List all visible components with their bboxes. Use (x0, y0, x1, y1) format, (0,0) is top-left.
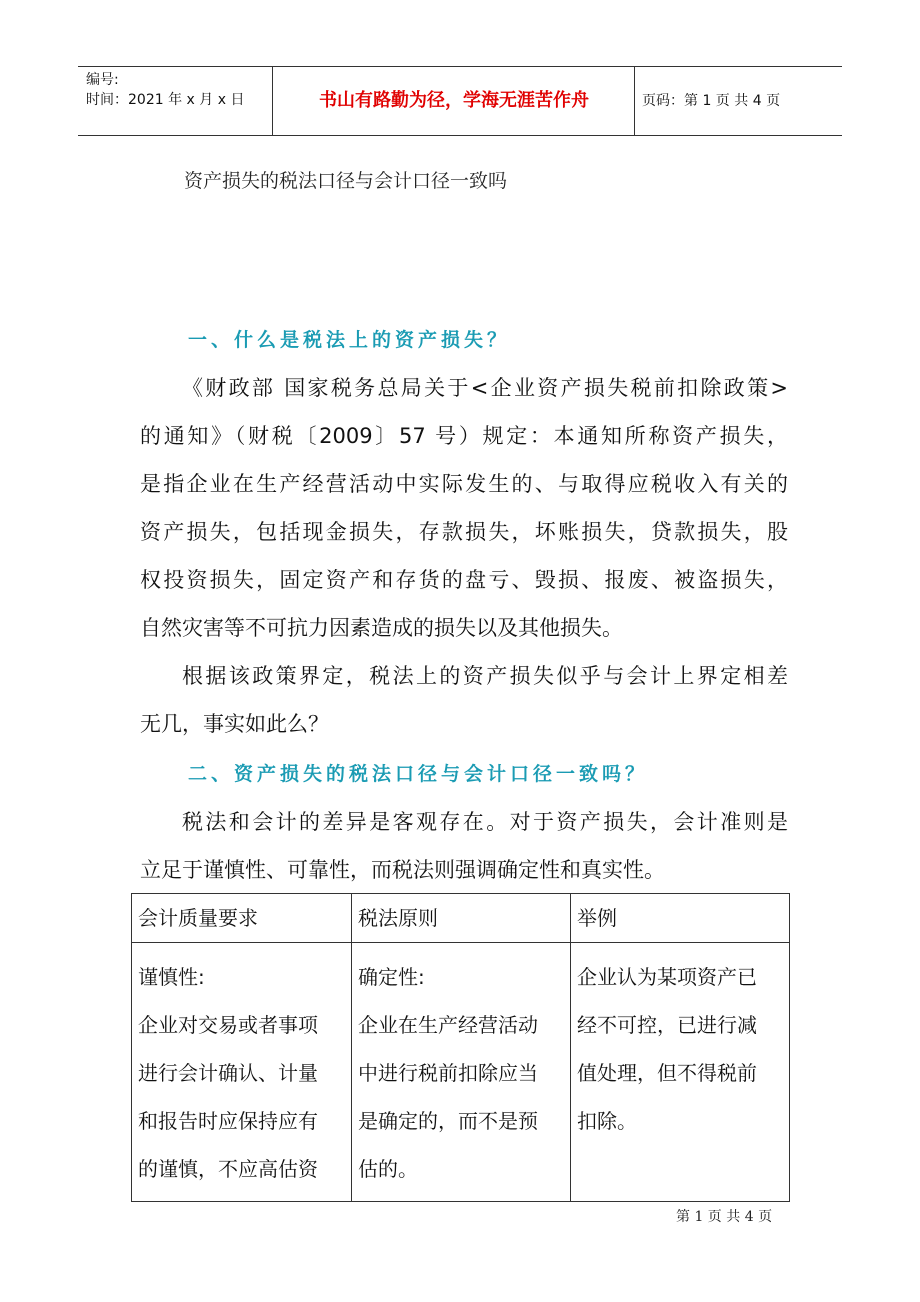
paragraph-line: 无几，事实如此么？ (140, 712, 329, 736)
paragraph-line: 的通知》（财税〔2009〕57 号）规定：本通知所称资产损失， (140, 424, 788, 448)
paragraph-line: 自然灾害等不可抗力因素造成的损失以及其他损失。 (140, 616, 623, 640)
section-heading-1: 一、什么是税法上的资产损失？ (188, 329, 511, 351)
paragraph-line: 根据该政策界定，税法上的资产损失似乎与会计上界定相差 (182, 664, 788, 688)
paragraph-line: 权投资损失，固定资产和存货的盘亏、毁损、报废、被盗损失， (140, 568, 788, 592)
comparison-table (131, 893, 790, 1202)
cell-line: 确定性: (358, 965, 425, 989)
table-row (132, 943, 790, 1202)
table-cell-tax-principle (352, 943, 571, 1202)
cell-line: 的谨慎，不应高估资 (138, 1157, 318, 1181)
header-page-number: 页码：第 1 页 共 4 页 (642, 93, 781, 109)
footer-page-number: 第 1 页 共 4 页 (676, 1209, 773, 1225)
cell-line: 谨慎性: (138, 965, 205, 989)
cell-line: 和报告时应保持应有 (138, 1109, 318, 1133)
cell-line: 扣除。 (577, 1109, 637, 1133)
table-header-cell: 会计质量要求 (132, 894, 352, 943)
cell-line: 进行会计确认、计量 (138, 1061, 318, 1085)
document-title: 资产损失的税法口径与会计口径一致吗 (184, 170, 508, 192)
cell-line: 中进行税前扣除应当 (358, 1061, 538, 1085)
paragraph-line: 税法和会计的差异是客观存在。对于资产损失，会计准则是 (182, 810, 788, 834)
cell-line: 估的。 (358, 1157, 418, 1181)
cell-line: 企业在生产经营活动 (358, 1013, 538, 1037)
cell-line: 经不可控，已进行减 (577, 1013, 757, 1037)
header-motto: 书山有路勤为径，学海无涯苦作舟 (319, 90, 589, 111)
header-bottom-rule (78, 135, 842, 136)
paragraph-line: 《财政部 国家税务总局关于<企业资产损失税前扣除政策> (182, 376, 788, 400)
table-cell-accounting-requirement (132, 943, 352, 1202)
table-header-cell: 举例 (571, 894, 790, 943)
paragraph-2 (140, 652, 788, 748)
header-divider-right (634, 66, 635, 136)
paragraph-line: 立足于谨慎性、可靠性，而税法则强调确定性和真实性。 (140, 858, 665, 882)
table-cell-example (571, 943, 790, 1202)
section-heading-2: 二、资产损失的税法口径与会计口径一致吗？ (188, 763, 649, 785)
paragraph-line: 是指企业在生产经营活动中实际发生的、与取得应税收入有关的 (140, 472, 788, 496)
cell-line: 企业认为某项资产已 (577, 965, 757, 989)
cell-line: 是确定的，而不是预 (358, 1109, 538, 1133)
table-header-row (132, 894, 790, 943)
paragraph-1 (140, 364, 788, 652)
cell-line: 企业对交易或者事项 (138, 1013, 318, 1037)
header-date: 时间：2021 年 x 月 x 日 (86, 92, 245, 108)
cell-line: 值处理，但不得税前 (577, 1061, 757, 1085)
header-divider-left (272, 66, 273, 136)
header-code-label: 编号: (86, 72, 119, 88)
header-top-rule (78, 66, 842, 67)
paragraph-line: 资产损失，包括现金损失，存款损失，坏账损失，贷款损失，股 (140, 520, 788, 544)
table-header-cell: 税法原则 (352, 894, 571, 943)
paragraph-3 (140, 798, 788, 894)
